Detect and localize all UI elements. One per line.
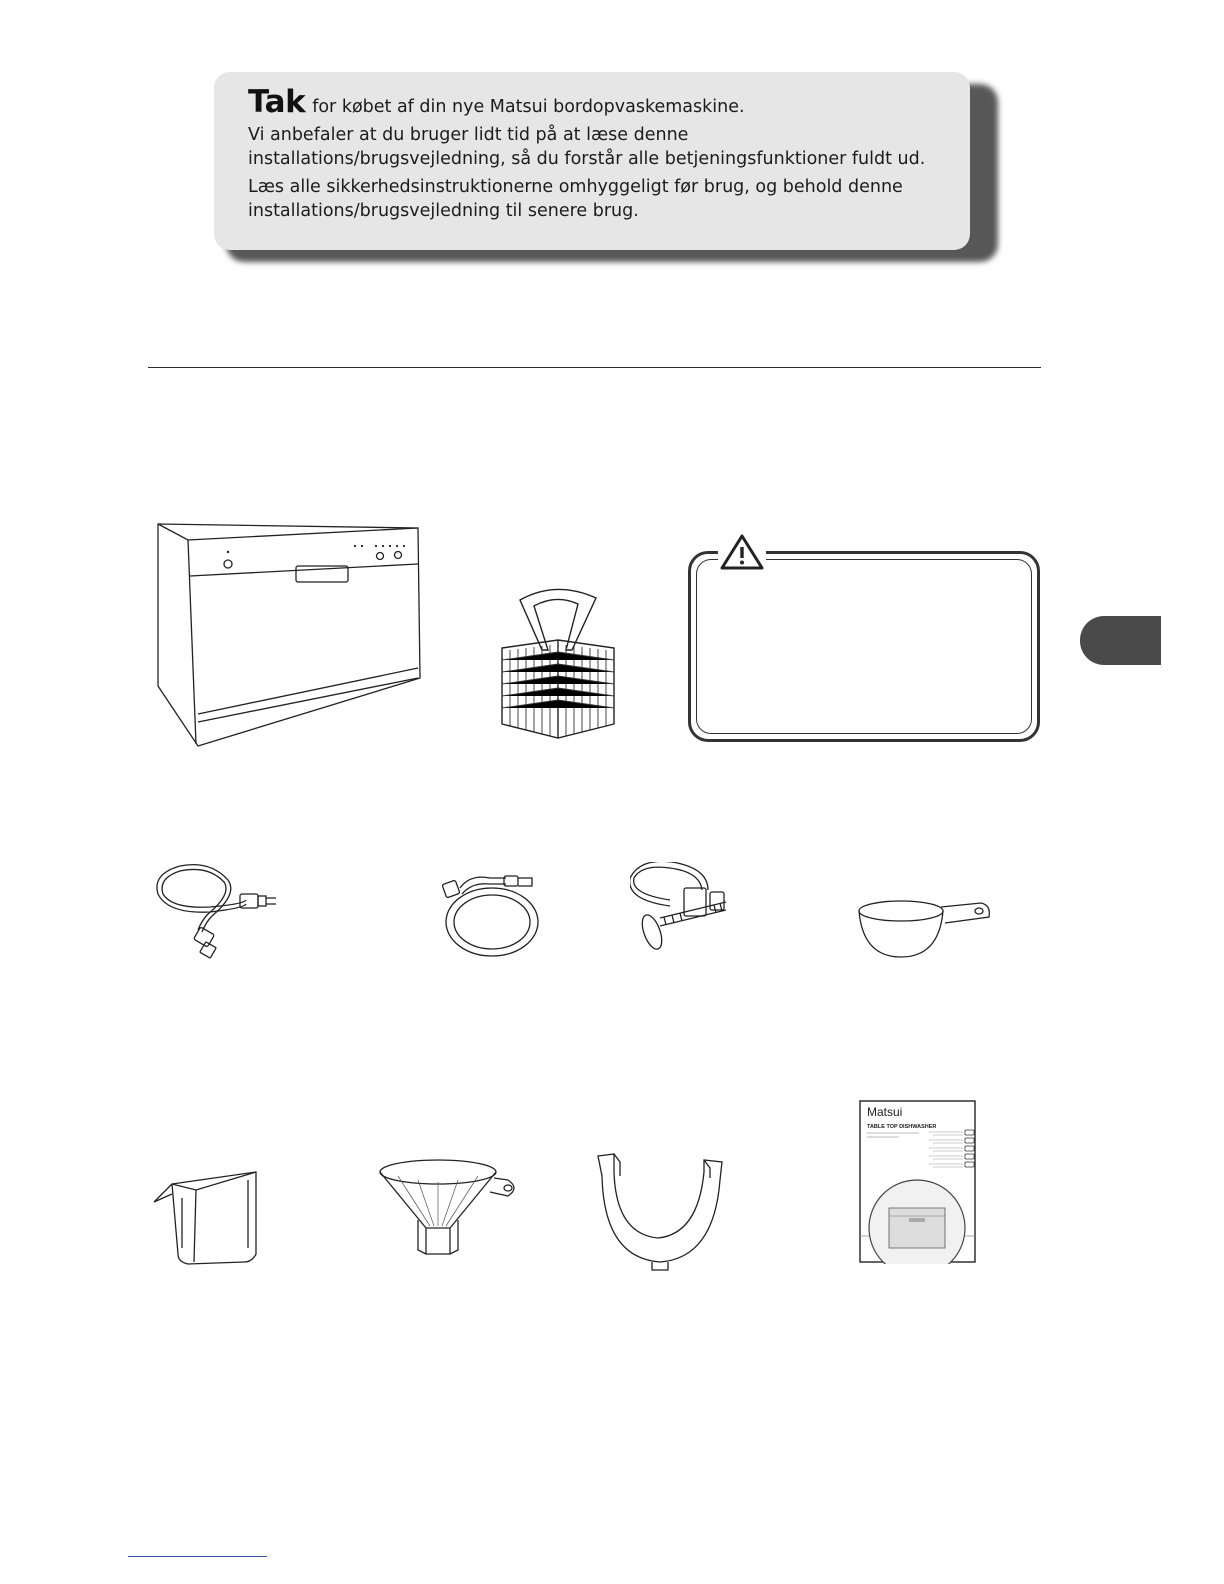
drain-hose-illustration: [440, 870, 544, 960]
intro-line-2: Vi anbefaler at du bruger lidt tid på at læse denne installations/brugsvejledning, så du forstår alle betjeningsfunktioner fuldt ud.: [248, 125, 926, 169]
hose-clamp-illustration: [630, 862, 730, 962]
measuring-cup-illustration: [152, 1168, 268, 1266]
warning-box: [688, 551, 1040, 742]
intro-tak-heading: Tak: [248, 84, 306, 120]
intro-line-1: [248, 84, 948, 120]
manual-brand-text: Matsui: [867, 1105, 903, 1119]
measuring-scoop-illustration: [855, 895, 995, 965]
salt-funnel-illustration: [378, 1158, 520, 1260]
intro-line-1-text: for købet af din nye Matsui bordopvaskemaskine.: [312, 97, 745, 117]
warning-triangle-icon: [718, 532, 766, 572]
section-divider: [148, 367, 1041, 368]
intro-line-3: Læs alle sikkerhedsinstruktionerne omhyggeligt før brug, og behold denne installations/brugsvejledning til senere brug.: [248, 177, 903, 221]
warning-box-inner-border: [696, 559, 1032, 734]
section-tab: [1080, 616, 1161, 665]
manual-title-text: TABLE TOP DISHWASHER: [867, 1124, 937, 1130]
footer-rule: [128, 1556, 267, 1557]
inlet-hose-illustration: [150, 860, 285, 962]
instruction-manual-illustration: [859, 1100, 977, 1264]
cutlery-basket-illustration: [496, 588, 620, 742]
dishwasher-illustration: [150, 518, 425, 750]
intro-box: [214, 72, 970, 250]
u-bracket-illustration: [594, 1150, 726, 1272]
